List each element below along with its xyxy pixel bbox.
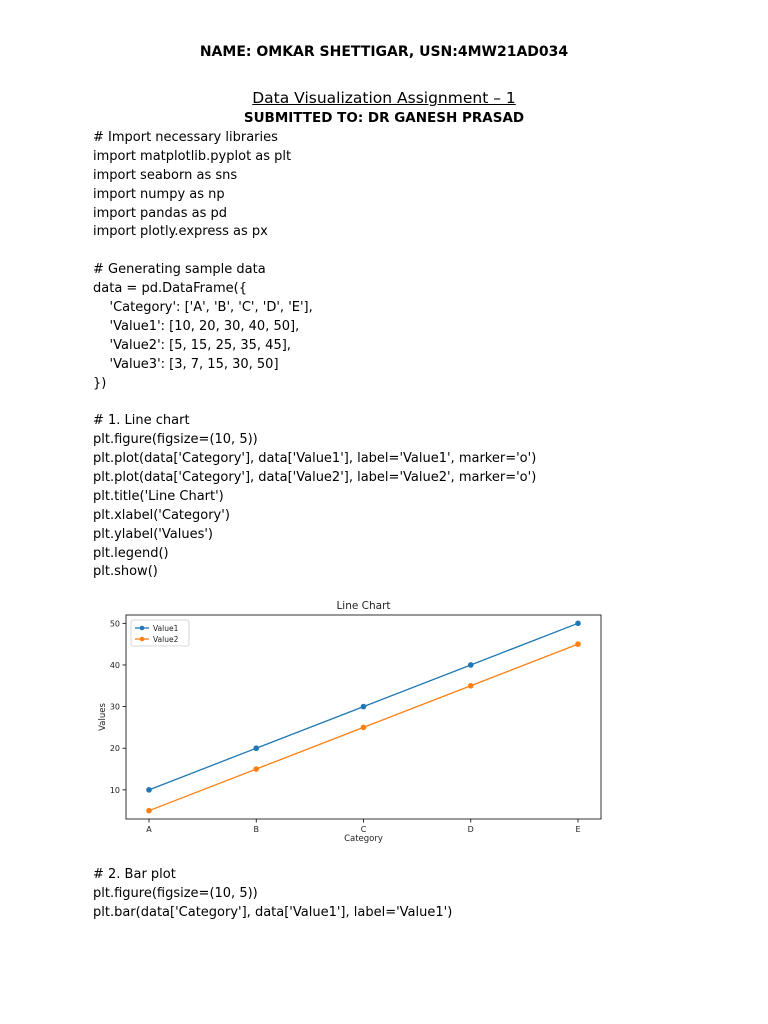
plot-frame — [126, 615, 601, 819]
code-line: 'Value2': [5, 15, 25, 35, 45], — [93, 337, 291, 353]
code-line: 'Value3': [3, 7, 15, 30, 50] — [93, 356, 279, 372]
y-axis-label: Values — [98, 703, 108, 731]
code-line: data = pd.DataFrame({ — [93, 281, 247, 297]
code-line: plt.show() — [93, 564, 158, 580]
x-tick-label: B — [253, 825, 259, 834]
code-line: # Generating sample data — [93, 262, 266, 278]
code-line: import numpy as np — [93, 186, 225, 202]
data-point-value2 — [253, 766, 259, 772]
code-line: plt.figure(figsize=(10, 5)) — [93, 885, 258, 901]
line-chart-figure — [92, 596, 612, 852]
code-line: import matplotlib.pyplot as plt — [93, 148, 292, 164]
code-line: plt.title('Line Chart') — [93, 488, 224, 504]
data-point-value1 — [468, 662, 474, 668]
code-line: import plotly.express as px — [93, 224, 268, 240]
data-point-value1 — [253, 745, 259, 751]
y-tick-label: 30 — [109, 702, 120, 712]
x-tick-label: E — [575, 825, 581, 834]
legend-label: Value2 — [153, 635, 179, 644]
code-line: 'Value1': [10, 20, 30, 40, 50], — [93, 318, 300, 334]
x-tick-label: D — [467, 825, 474, 834]
y-tick-label: 10 — [109, 785, 120, 795]
code-line: import seaborn as sns — [93, 167, 238, 183]
submitted-to-line: SUBMITTED TO: DR GANESH PRASAD — [243, 110, 525, 126]
chart-title: Line Chart — [336, 600, 391, 612]
code-line: plt.bar(data['Category'], data['Value1'], label='Value1') — [93, 904, 453, 920]
code-line: plt.legend() — [93, 545, 169, 561]
code-line: plt.figure(figsize=(10, 5)) — [93, 432, 258, 448]
y-tick-label: 50 — [109, 619, 120, 629]
legend-marker — [140, 637, 145, 642]
code-line: 'Category': ['A', 'B', 'C', 'D', 'E'], — [93, 300, 313, 316]
x-tick-label: C — [360, 825, 367, 834]
code-line: plt.plot(data['Category'], data['Value1'], label='Value1', marker='o') — [93, 451, 537, 467]
data-point-value2 — [575, 641, 581, 647]
code-line: plt.plot(data['Category'], data['Value2'], label='Value2', marker='o') — [93, 470, 537, 486]
code-line: # Import necessary libraries — [93, 130, 278, 145]
y-tick-label: 20 — [109, 744, 120, 754]
code-line: # 2. Bar plot — [93, 867, 176, 882]
data-point-value1 — [146, 787, 152, 793]
code-line: import pandas as pd — [93, 205, 228, 221]
y-tick-label: 40 — [109, 660, 120, 670]
code-line: plt.xlabel('Category') — [93, 507, 230, 523]
code-block-line-chart — [93, 129, 536, 582]
data-point-value1 — [575, 621, 581, 627]
code-line: # 1. Line chart — [93, 413, 190, 429]
code-line — [93, 393, 536, 412]
data-point-value2 — [361, 725, 367, 731]
code-line: plt.ylabel('Values') — [93, 526, 213, 542]
line-chart — [92, 596, 612, 852]
student-name-usn: NAME: OMKAR SHETTIGAR, USN:4MW21AD034 — [199, 44, 569, 60]
x-axis-label: Category — [344, 834, 383, 844]
data-point-value2 — [146, 808, 152, 814]
data-point-value2 — [468, 683, 474, 689]
code-block-bar-plot — [93, 866, 452, 923]
code-line — [93, 242, 536, 261]
data-point-value1 — [361, 704, 367, 710]
legend-marker — [140, 626, 145, 631]
x-tick-label: A — [146, 825, 152, 834]
legend-label: Value1 — [153, 624, 179, 633]
assignment-title: Data Visualization Assignment – 1 — [252, 89, 516, 107]
code-line: }) — [93, 375, 107, 391]
